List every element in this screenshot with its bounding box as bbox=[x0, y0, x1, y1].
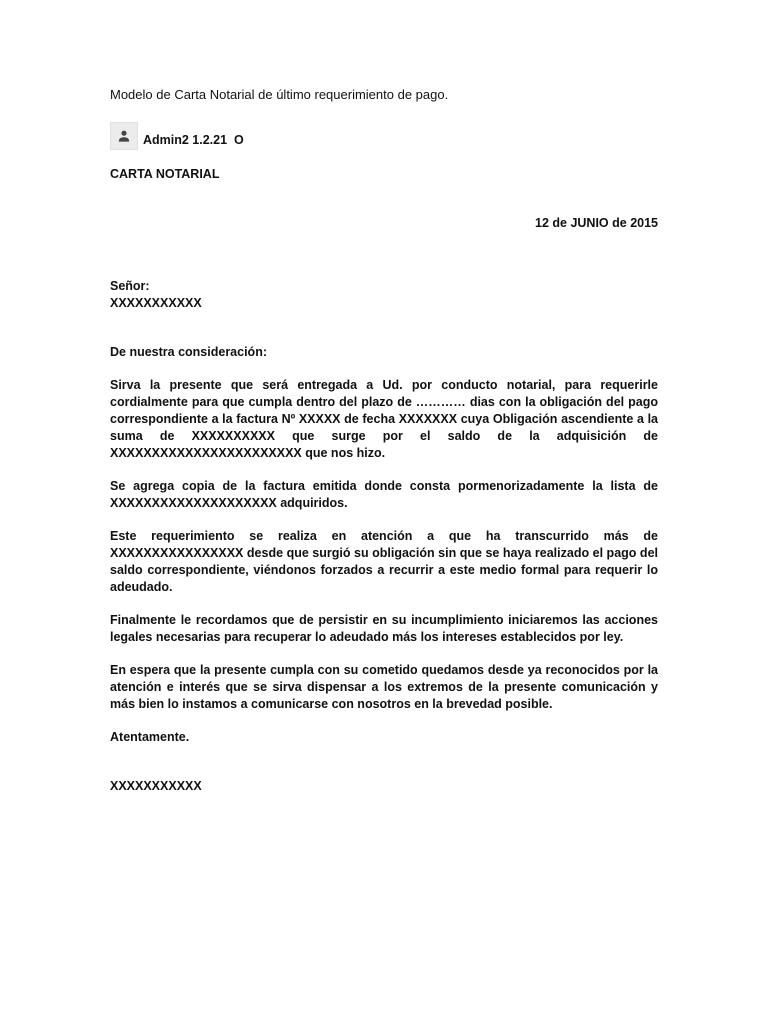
letter-date: 12 de JUNIO de 2015 bbox=[535, 216, 658, 230]
letter-paragraph-3: Este requerimiento se realiza en atención a que ha transcurrido más de XXXXXXXXXXXXXXXX desde que surgió su obligación sin que se haya realizado el pago del saldo correspondiente, viéndonos forzados a recurrir a este medio formal para requerir lo adeudado. bbox=[110, 529, 658, 594]
author-name[interactable]: Admin2 1.2.21 O bbox=[143, 133, 244, 147]
letter-body bbox=[110, 166, 658, 795]
document-title: Modelo de Carta Notarial de último requerimiento de pago. bbox=[110, 87, 449, 102]
recipient-label: Señor: bbox=[110, 279, 150, 293]
letter-paragraph-5: En espera que la presente cumpla con su cometido quedamos desde ya reconocidos por la atención e interés que se sirva dispensar a los extremos de la presente comunicación y más bien lo instamos a comunicarse con nosotros en la brevedad posible. bbox=[110, 663, 658, 711]
letter-closing: Atentamente. bbox=[110, 730, 190, 744]
letter-greeting: De nuestra consideración: bbox=[110, 345, 267, 359]
letter-paragraph-1: Sirva la presente que será entregada a Ud. por conducto notarial, para requerirle cordialmente para que cumpla dentro del plazo de ………… dias con la obligación del pago correspondiente a la factura Nº XXXXX de fecha XXXXXXX cuya Obligación ascendiente a la suma de XXXXXXXXXX que surge por el saldo de la adquisición de XXXXXXXXXXXXXXXXXXXXXXX que nos hizo. bbox=[110, 378, 658, 460]
user-avatar-icon[interactable] bbox=[110, 122, 138, 150]
letter-paragraph-4: Finalmente le recordamos que de persistir en su incumplimiento iniciaremos las acciones legales necesarias para recuperar lo adeudado más los intereses establecidos por ley. bbox=[110, 613, 658, 644]
letter-heading: CARTA NOTARIAL bbox=[110, 167, 220, 181]
letter-paragraph-2: Se agrega copia de la factura emitida donde consta pormenorizadamente la lista de XXXXXXXXXXXXXXXXXXXX adquiridos. bbox=[110, 479, 658, 510]
person-icon bbox=[117, 129, 131, 143]
recipient-name: XXXXXXXXXXX bbox=[110, 296, 202, 310]
letter-signature: XXXXXXXXXXX bbox=[110, 779, 202, 793]
author-row bbox=[110, 118, 244, 150]
